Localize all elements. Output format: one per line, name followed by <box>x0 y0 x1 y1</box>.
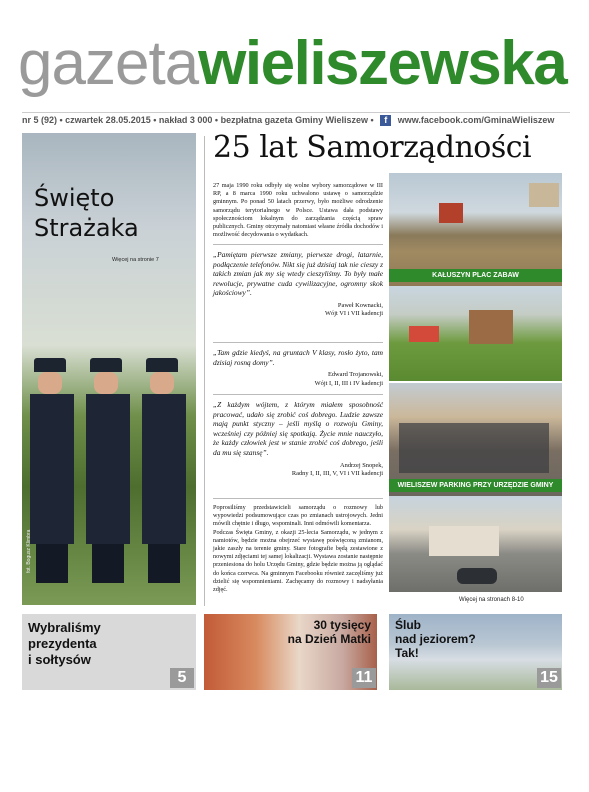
quote-role: Radny I, II, III, V, VI i VII kadencji <box>291 469 383 477</box>
facebook-url[interactable]: www.facebook.com/GminaWieliszew <box>397 115 555 125</box>
firefighter-figure <box>138 358 190 583</box>
divider <box>213 394 383 395</box>
quote-text: „Tam gdzie kiedyś, na gruntach V klasy, rosło żyto, tam dzisiaj rosną domy”. <box>213 348 383 367</box>
firefighter-figure <box>82 358 134 583</box>
masthead-gazeta: gazeta <box>18 29 199 98</box>
teaser-line: 30 tysięcy <box>313 618 371 632</box>
teaser-wedding[interactable] <box>389 614 562 690</box>
teaser-line: i sołtysów <box>28 652 91 667</box>
teaser-elections[interactable] <box>22 614 196 690</box>
cover-title-line2: Strażaka <box>34 214 139 242</box>
gazebo-shape <box>469 310 513 344</box>
facebook-icon: f <box>380 115 391 126</box>
building-shape <box>429 526 499 556</box>
cover-title-line1: Święto <box>34 184 115 212</box>
swing-shape <box>409 326 439 342</box>
firefighter-figure <box>26 358 78 583</box>
photos-more-link[interactable]: Więcej na stronach 8-10 <box>459 597 524 603</box>
masthead <box>18 28 573 108</box>
photo-playground-site <box>389 173 562 286</box>
teaser-line: na Dzień Matki <box>287 632 371 646</box>
photo-caption: KAŁUSZYN PLAC ZABAW <box>389 269 562 282</box>
article-headline: 25 lat Samorządności <box>213 130 532 165</box>
teaser-line: nad jeziorem? <box>395 632 476 646</box>
column-divider <box>204 136 205 606</box>
quote-block <box>213 250 383 319</box>
photo-parking-ceremony <box>389 383 562 496</box>
issue-info: nr 5 (92) • czwartek 28.05.2015 • nakład 3 000 • bezpłatna gazeta Gminy Wieliszew • <box>22 115 374 125</box>
issue-info-bar <box>22 112 570 129</box>
photo-caption: WIELISZEW PARKING PRZY URZĘDZIE GMINY <box>389 479 562 492</box>
cover-photo <box>22 133 196 605</box>
teaser-page-number: 5 <box>170 668 194 688</box>
teaser-page-number: 11 <box>352 668 376 688</box>
car-shape <box>457 568 497 584</box>
teaser-page-number: 15 <box>537 668 561 688</box>
quote-text: „Pamiętam pierwsze zmiany, pierwsze drogi, latarnie, podłączenie telefonów. Nikt się już dzisiaj tak nie cieszy z takich zmian jak my się wtedy cieszyliśmy. To były małe rewolucje, prywatne cuda cywilizacyjne, ogromny skok jakościowy”. <box>213 250 383 298</box>
cover-title <box>34 183 194 243</box>
article-intro: 27 maja 1990 roku odbyły się wolne wybory samorządowe w III RP, a 8 marca 1990 roku uchwalono ustawę o samorządzie gminnym. Po ponad 50 latach przerwy, było możliwe odrodzenie samorządu terytorialnego w Polsce. Ustawa dała podstawy społecznościom lokalnym do zarządzania częścią spraw publicznych. Gminy otrzymały natomiast własne źródła dochodów i możliwość decydowania o wydatkach. <box>213 182 383 239</box>
quote-author: Andrzej Snopek, <box>340 461 383 469</box>
teaser-mothers-day[interactable] <box>204 614 377 690</box>
teaser-title <box>28 620 101 668</box>
quote-block <box>213 348 383 388</box>
tractor-shape <box>439 203 463 223</box>
teaser-line: Tak! <box>395 646 419 660</box>
quote-text: „Z każdym wójtem, z którym miałem sposobność pracować, udało się zrobić coś dobrego. Ludzie zawsze mają punkt styczny – jeśli myślą o rozwoju Gminy, wcześniej czy później się spotkają. Życie mnie nauczyło, że każdy człowiek jest w stanie zrobić coś dobrego, jeśli da mu się szansę”. <box>213 400 383 457</box>
teaser-line: prezydenta <box>28 636 97 651</box>
quote-role: Wójt I, II, III i IV kadencji <box>314 379 383 387</box>
teaser-title <box>288 618 371 646</box>
photo-playground <box>389 286 562 381</box>
photo-credit: fot. Bogusz Klimbra <box>26 529 32 573</box>
teaser-line: Ślub <box>395 618 421 632</box>
quote-author: Edward Trojanowski, <box>327 371 383 379</box>
teaser-title <box>395 618 476 660</box>
people-group-shape <box>399 423 549 473</box>
quote-role: Wójt VI i VII kadencji <box>325 310 383 318</box>
article-closing: Poprosiliśmy przedstawicieli samorządu o rozmowy lub wypowiedzi podsumowujące czas po zmianach ustrojowych. Jedni mówili chętnie i długo, wspominali. Inni odmówili komentarza. Podczas Święta Gminy, z okazji 25-lecia Samorządu, w jednym z namiotów, będzie można obejrzeć wystawę poświęconą zmianom, jakie zaszły na terenie gminy. Stare fotografie będą zestawione z nowymi zdjęciami tej samej lokalizacji. Wystawa zostanie następnie przeniesiona do holu Urzędu Gminy, gdzie będzie można ją oglądać do końca czerwca. Na gminnym Facebooku również zaczęliśmy już dzielić się wspomnieniami. Zachęcamy do rozmowy i nadsyłania zdjęć. <box>213 504 383 594</box>
divider <box>213 342 383 343</box>
cover-more-link[interactable]: Więcej na stronie 7 <box>112 257 159 263</box>
photo-parking <box>389 496 562 592</box>
masthead-wieliszewska: wieliszewska <box>198 29 567 98</box>
divider <box>213 244 383 245</box>
quote-block <box>213 400 383 478</box>
teaser-line: Wybraliśmy <box>28 620 101 635</box>
house-shape <box>529 183 559 207</box>
quote-author: Paweł Kownacki, <box>337 301 383 309</box>
divider <box>213 498 383 499</box>
